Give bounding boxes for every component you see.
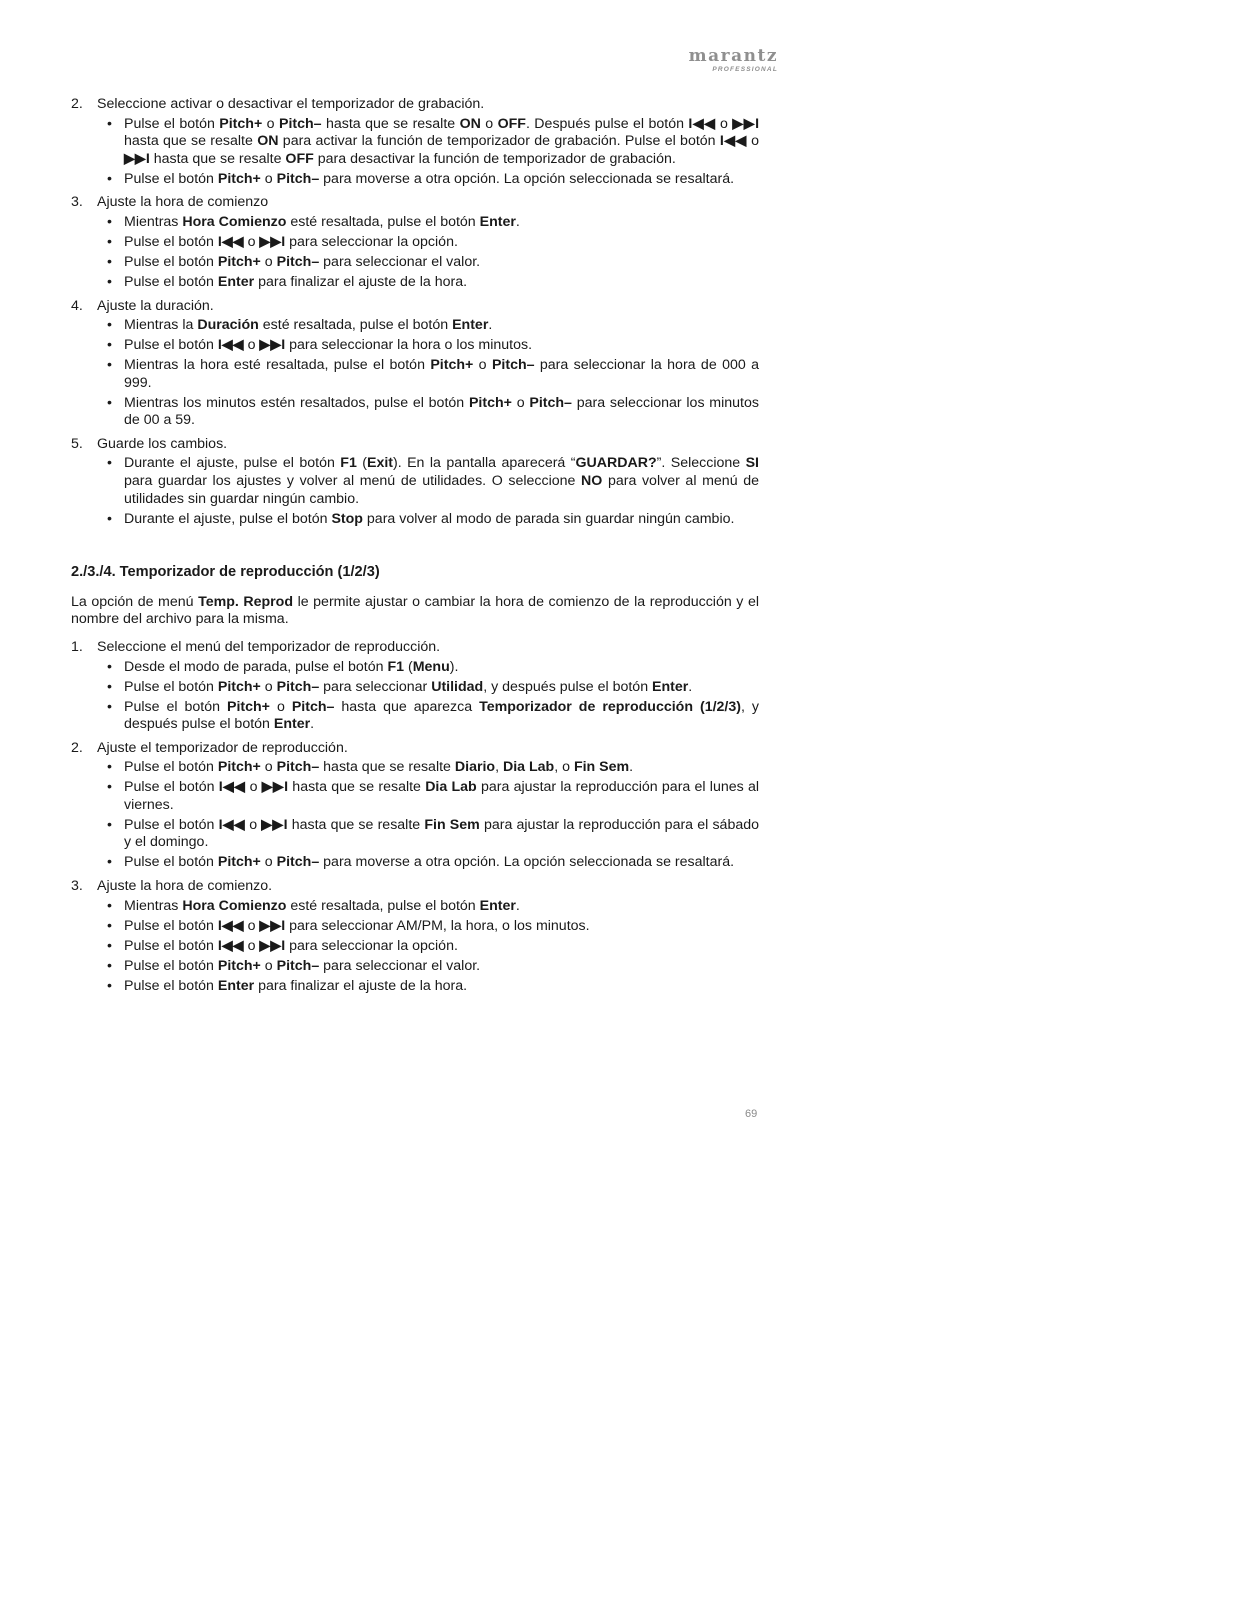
step-number: 2. bbox=[71, 739, 83, 756]
bullet-item: • Pulse el botón Pitch+ o Pitch– hasta que aparezca Temporizador de reproducción (1/2/3), y después pulse el botón Enter. bbox=[97, 699, 759, 734]
bullet-item: • Pulse el botón Pitch+ o Pitch– para seleccionar el valor. bbox=[97, 958, 759, 976]
step-title: Ajuste la duración. bbox=[97, 297, 214, 314]
bullet-item: • Pulse el botón Enter para finalizar el ajuste de la hora. bbox=[97, 274, 759, 292]
bullet-item: • Desde el modo de parada, pulse el botón F1 (Menu). bbox=[97, 659, 759, 677]
bullet-item: • Pulse el botón Pitch+ o Pitch– hasta que se resalte Diario, Dia Lab, o Fin Sem. bbox=[97, 759, 759, 777]
bullet-item: • Pulse el botón Pitch+ o Pitch– hasta que se resalte ON o OFF. Después pulse el botón I◀◀ o ▶▶I hasta que se resalte ON para activar la función de temporizador de grabación. Pulse el botón I◀◀ o ▶▶I hasta que se resalte OFF para desactivar la función de temporizador de grabación. bbox=[97, 116, 759, 169]
bullet-item: • Durante el ajuste, pulse el botón F1 (Exit). En la pantalla aparecerá “GUARDAR?”. Seleccione SI para guardar los ajustes y volver al menú de utilidades. O seleccione NO para volver al menú de utilidades sin guardar ningún cambio. bbox=[97, 455, 759, 508]
bullet-item: • Mientras la Duración esté resaltada, pulse el botón Enter. bbox=[97, 317, 759, 335]
step-title: Ajuste el temporizador de reproducción. bbox=[97, 739, 348, 756]
step-title: Seleccione activar o desactivar el temporizador de grabación. bbox=[97, 96, 485, 112]
page-number: 69 bbox=[745, 1108, 758, 1120]
bullet-item: • Pulse el botón Pitch+ o Pitch– para moverse a otra opción. La opción seleccionada se resaltará. bbox=[97, 854, 759, 872]
step-number: 4. bbox=[71, 297, 83, 314]
step-number: 5. bbox=[71, 435, 83, 452]
bullet-list bbox=[97, 116, 759, 189]
step-number: 3. bbox=[71, 878, 83, 895]
step-item bbox=[71, 298, 759, 430]
manual-content bbox=[71, 90, 759, 998]
step-number: 2. bbox=[71, 96, 83, 112]
section-heading: 2./3./4. Temporizador de reproducción (1/2/3) bbox=[71, 564, 380, 581]
bullet-list bbox=[97, 214, 759, 292]
step-item bbox=[71, 194, 759, 291]
logo-brand: marantz bbox=[688, 46, 778, 66]
step-item bbox=[71, 639, 759, 734]
bullet-list bbox=[97, 759, 759, 872]
bullet-item: • Pulse el botón I◀◀ o ▶▶I para seleccionar la opción. bbox=[97, 234, 759, 252]
bullet-list bbox=[97, 898, 759, 996]
playback-timer-steps bbox=[71, 639, 759, 995]
bullet-list bbox=[97, 455, 759, 528]
section-intro: La opción de menú Temp. Reprod le permite ajustar o cambiar la hora de comienzo de la reproducción y el nombre del archivo para la misma. bbox=[71, 593, 759, 628]
step-title: Guarde los cambios. bbox=[97, 435, 228, 452]
logo-subtitle: PROFESSIONAL bbox=[712, 66, 778, 73]
step-item bbox=[71, 96, 759, 188]
step-item bbox=[71, 436, 759, 528]
bullet-item: • Pulse el botón I◀◀ o ▶▶I hasta que se resalte Fin Sem para ajustar la reproducción para el sábado y el domingo. bbox=[97, 817, 759, 852]
bullet-item: • Mientras la hora esté resaltada, pulse el botón Pitch+ o Pitch– para seleccionar la hora de 000 a 999. bbox=[97, 357, 759, 392]
bullet-item: • Mientras Hora Comienzo esté resaltada, pulse el botón Enter. bbox=[97, 898, 759, 916]
bullet-item: • Pulse el botón I◀◀ o ▶▶I para seleccionar la opción. bbox=[97, 938, 759, 956]
bullet-item: • Mientras los minutos estén resaltados, pulse el botón Pitch+ o Pitch– para seleccionar los minutos de 00 a 59. bbox=[97, 395, 759, 430]
step-item bbox=[71, 740, 759, 872]
bullet-item: • Pulse el botón Pitch+ o Pitch– para moverse a otra opción. La opción seleccionada se resaltará. bbox=[97, 171, 759, 189]
bullet-list bbox=[97, 317, 759, 430]
bullet-item: • Pulse el botón I◀◀ o ▶▶I para seleccionar AM/PM, la hora, o los minutos. bbox=[97, 918, 759, 936]
step-number: 3. bbox=[71, 194, 83, 211]
record-timer-steps bbox=[71, 96, 759, 528]
step-item bbox=[71, 878, 759, 995]
bullet-item: • Durante el ajuste, pulse el botón Stop para volver al modo de parada sin guardar ningún cambio. bbox=[97, 511, 759, 529]
bullet-item: • Mientras Hora Comienzo esté resaltada, pulse el botón Enter. bbox=[97, 214, 759, 232]
bullet-list bbox=[97, 659, 759, 734]
bullet-item: • Pulse el botón I◀◀ o ▶▶I para seleccionar la hora o los minutos. bbox=[97, 337, 759, 355]
bullet-item: • Pulse el botón I◀◀ o ▶▶I hasta que se resalte Dia Lab para ajustar la reproducción para el lunes al viernes. bbox=[97, 779, 759, 814]
step-title: Ajuste la hora de comienzo bbox=[97, 194, 269, 211]
step-title: Ajuste la hora de comienzo. bbox=[97, 878, 273, 895]
step-number: 1. bbox=[71, 638, 83, 655]
bullet-item: • Pulse el botón Pitch+ o Pitch– para seleccionar Utilidad, y después pulse el botón Enter. bbox=[97, 679, 759, 697]
marantz-logo bbox=[689, 48, 778, 74]
bullet-item: • Pulse el botón Enter para finalizar el ajuste de la hora. bbox=[97, 978, 759, 996]
step-title: Seleccione el menú del temporizador de reproducción. bbox=[97, 638, 441, 655]
bullet-item: • Pulse el botón Pitch+ o Pitch– para seleccionar el valor. bbox=[97, 254, 759, 272]
